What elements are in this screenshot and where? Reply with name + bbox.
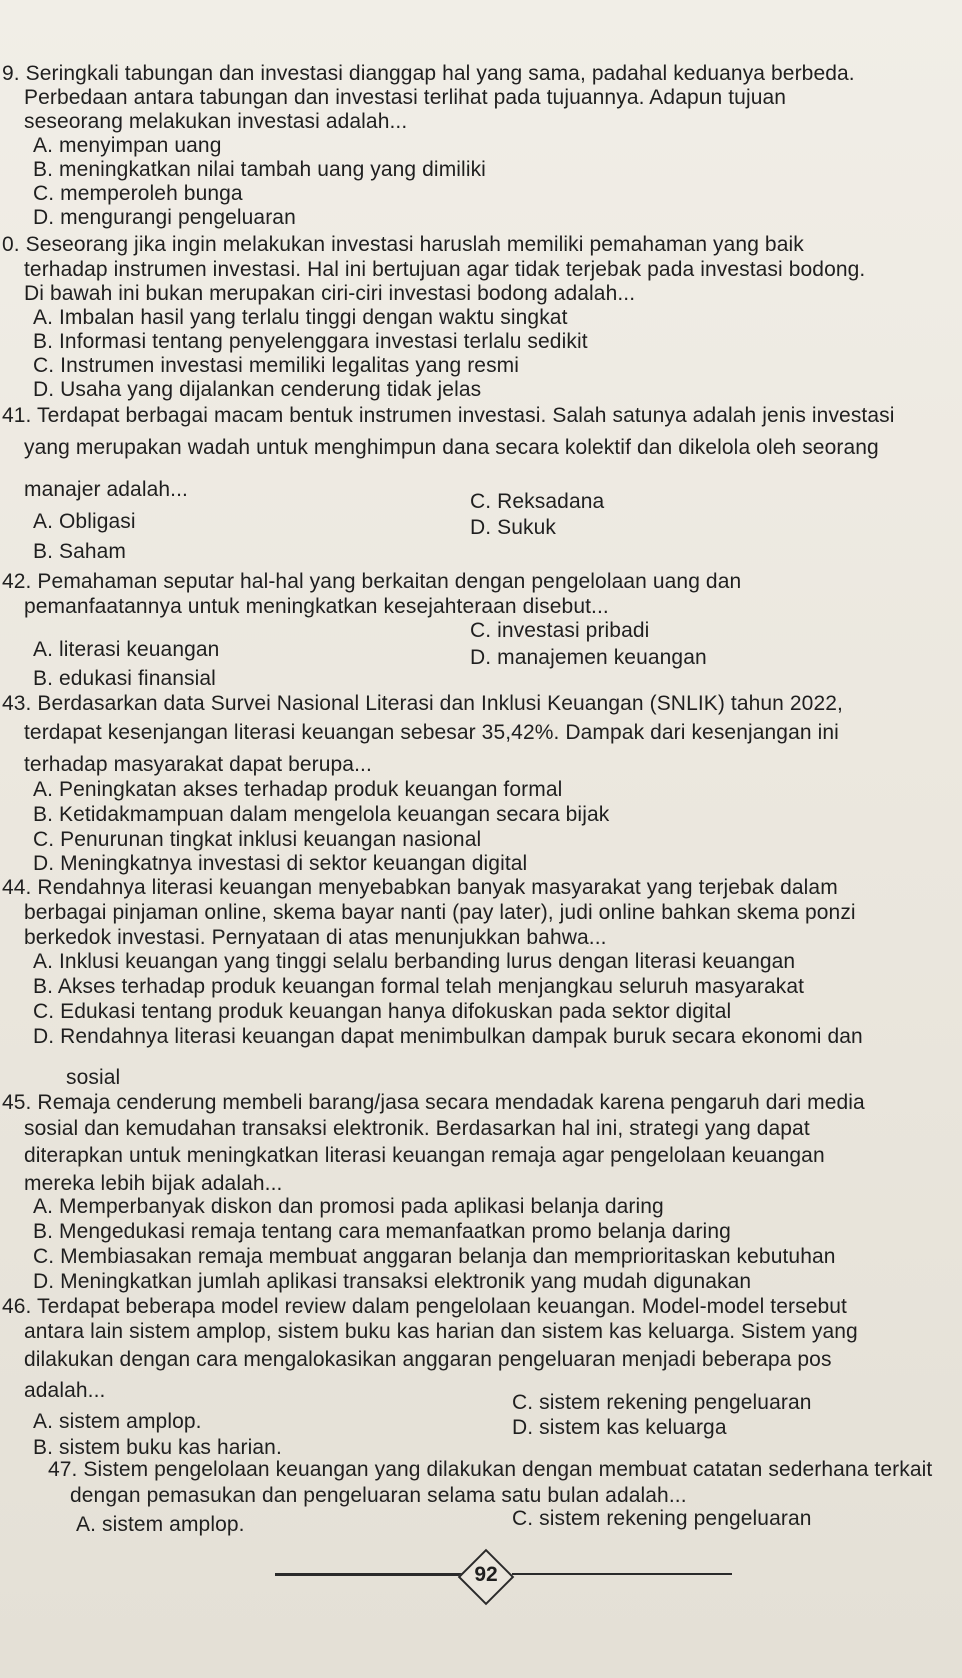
answer-option: A. sistem amplop. — [33, 1410, 202, 1433]
answer-option: D. mengurangi pengeluaran — [33, 206, 296, 229]
question-text: 42. Pemahaman seputar hal-hal yang berkaitan dengan pengelolaan uang dan — [2, 570, 742, 593]
answer-option: B. Informasi tentang penyelenggara investasi terlalu sedikit — [33, 330, 588, 353]
answer-option: C. Edukasi tentang produk keuangan hanya difokuskan pada sektor digital — [33, 1000, 732, 1023]
question-text: 47. Sistem pengelolaan keuangan yang dilakukan dengan membuat catatan sederhana terkait — [48, 1458, 933, 1481]
answer-option: D. Sukuk — [470, 516, 556, 539]
answer-option: D. sistem kas keluarga — [512, 1416, 727, 1439]
question-text: 41. Terdapat berbagai macam bentuk instrumen investasi. Salah satunya adalah jenis investasi — [2, 404, 895, 427]
question-text: dengan pemasukan dan pengeluaran selama satu bulan adalah... — [70, 1484, 687, 1507]
question-text: yang merupakan wadah untuk menghimpun dana secara kolektif dan dikelola oleh seorang — [24, 436, 879, 459]
question-text: adalah... — [24, 1379, 106, 1402]
answer-option: A. literasi keuangan — [33, 638, 220, 661]
answer-option: D. Meningkatnya investasi di sektor keuangan digital — [33, 852, 528, 875]
answer-option-continuation: sosial — [66, 1066, 121, 1089]
question-text: terhadap instrumen investasi. Hal ini bertujuan agar tidak terjebak pada investasi bodong. — [24, 258, 866, 281]
question-text: terdapat kesenjangan literasi keuangan sebesar 35,42%. Dampak dari kesenjangan ini — [24, 721, 839, 744]
question-text: 9. Seringkali tabungan dan investasi dianggap hal yang sama, padahal keduanya berbeda. — [2, 62, 855, 85]
footer-rule-right — [512, 1573, 732, 1575]
question-text: 43. Berdasarkan data Survei Nasional Literasi dan Inklusi Keuangan (SNLIK) tahun 2022, — [2, 692, 843, 715]
answer-option: C. Penurunan tingkat inklusi keuangan nasional — [33, 828, 482, 851]
answer-option: A. Obligasi — [33, 510, 136, 533]
answer-option: A. Memperbanyak diskon dan promosi pada aplikasi belanja daring — [33, 1195, 664, 1218]
question-text: seseorang melakukan investasi adalah... — [24, 110, 408, 133]
answer-option: A. Imbalan hasil yang terlalu tinggi dengan waktu singkat — [33, 306, 568, 329]
answer-option: D. Meningkatkan jumlah aplikasi transaksi elektronik yang mudah digunakan — [33, 1270, 752, 1293]
question-text: berkedok investasi. Pernyataan di atas menunjukkan bahwa... — [24, 926, 607, 949]
question-text: antara lain sistem amplop, sistem buku kas harian dan sistem kas keluarga. Sistem yang — [24, 1320, 858, 1343]
answer-option: B. Saham — [33, 540, 127, 563]
question-text: mereka lebih bijak adalah... — [24, 1172, 283, 1195]
answer-option: D. Rendahnya literasi keuangan dapat menimbulkan dampak buruk secara ekonomi dan — [33, 1025, 863, 1048]
answer-option: C. sistem rekening pengeluaran — [512, 1391, 812, 1414]
question-text: manajer adalah... — [24, 478, 188, 501]
question-text: Di bawah ini bukan merupakan ciri-ciri investasi bodong adalah... — [24, 282, 636, 305]
question-text: 46. Terdapat beberapa model review dalam pengelolaan keuangan. Model-model tersebut — [2, 1295, 847, 1318]
question-text: diterapkan untuk meningkatkan literasi keuangan remaja agar pengelolaan keuangan — [24, 1144, 825, 1167]
answer-option: C. Membiasakan remaja membuat anggaran belanja dan memprioritaskan kebutuhan — [33, 1245, 836, 1268]
question-text: 44. Rendahnya literasi keuangan menyebabkan banyak masyarakat yang terjebak dalam — [2, 876, 838, 899]
answer-option: C. Reksadana — [470, 490, 605, 513]
answer-option: B. meningkatkan nilai tambah uang yang dimiliki — [33, 158, 486, 181]
question-text: sosial dan kemudahan transaksi elektronik. Berdasarkan hal ini, strategi yang dapat — [24, 1117, 810, 1140]
answer-option: C. sistem rekening pengeluaran — [512, 1507, 812, 1530]
page-number: 92 — [474, 1563, 498, 1586]
answer-option: A. Inklusi keuangan yang tinggi selalu berbanding lurus dengan literasi keuangan — [33, 950, 796, 973]
answer-option: B. sistem buku kas harian. — [33, 1436, 282, 1459]
question-text: Perbedaan antara tabungan dan investasi terlihat pada tujuannya. Adapun tujuan — [24, 86, 787, 109]
answer-option: B. edukasi finansial — [33, 667, 216, 690]
question-text: 0. Seseorang jika ingin melakukan investasi haruslah memiliki pemahaman yang baik — [2, 233, 804, 256]
answer-option: B. Mengedukasi remaja tentang cara memanfaatkan promo belanja daring — [33, 1220, 731, 1243]
answer-option: A. sistem amplop. — [76, 1513, 245, 1536]
question-text: berbagai pinjaman online, skema bayar nanti (pay later), judi online bahkan skema ponzi — [24, 901, 856, 924]
question-text: 45. Remaja cenderung membeli barang/jasa secara mendadak karena pengaruh dari media — [2, 1091, 865, 1114]
answer-option: B. Ketidakmampuan dalam mengelola keuangan secara bijak — [33, 803, 610, 826]
footer-rule-left — [275, 1573, 463, 1576]
answer-option: C. investasi pribadi — [470, 619, 650, 642]
answer-option: C. memperoleh bunga — [33, 182, 243, 205]
question-text: terhadap masyarakat dapat berupa... — [24, 753, 372, 776]
question-text: pemanfaatannya untuk meningkatkan kesejahteraan disebut... — [24, 595, 609, 618]
answer-option: C. Instrumen investasi memiliki legalitas yang resmi — [33, 354, 520, 377]
answer-option: A. menyimpan uang — [33, 134, 222, 157]
answer-option: A. Peningkatan akses terhadap produk keuangan formal — [33, 778, 563, 801]
question-text: dilakukan dengan cara mengalokasikan anggaran pengeluaran menjadi beberapa pos — [24, 1348, 832, 1371]
answer-option: D. Usaha yang dijalankan cenderung tidak jelas — [33, 378, 482, 401]
answer-option: B. Akses terhadap produk keuangan formal telah menjangkau seluruh masyarakat — [33, 975, 805, 998]
answer-option: D. manajemen keuangan — [470, 646, 707, 669]
